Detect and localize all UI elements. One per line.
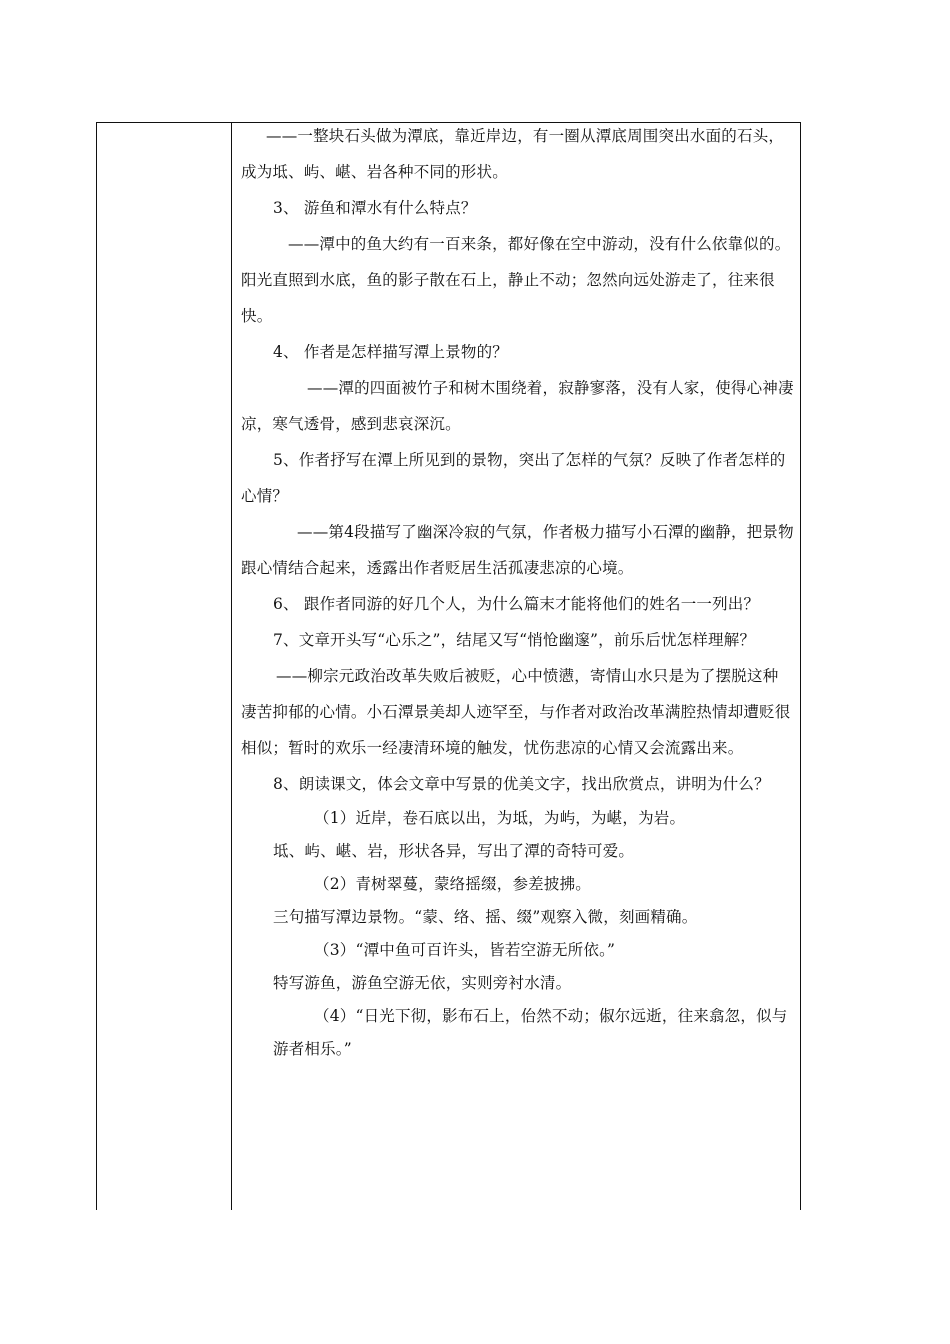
table-right-border	[800, 122, 801, 1210]
lesson-content-cell	[241, 118, 794, 1066]
quote-3: （3）“潭中鱼可百许头，皆若空游无所依。”	[314, 941, 616, 959]
paragraph-1: ——一整块石头做为潭底，靠近岸边，有一圈从潭底周围突出水面的石头，成为坻、屿、嵁、岩各种不同的形状。	[241, 127, 785, 181]
comment-2: 三句描写潭边景物。“蒙、络、摇、缀”观察入微，刻画精确。	[273, 908, 698, 926]
question-3: 3、 游鱼和潭水有什么特点？	[273, 199, 477, 217]
question-6: 6、 跟作者同游的好几个人，为什么篇末才能将他们的姓名一一列出？	[273, 595, 760, 613]
answer-4: ——潭的四面被竹子和树木围绕着，寂静寥落，没有人家，使得心神凄凉，寒气透骨，感到悲哀深沉。	[241, 379, 794, 433]
comment-1: 坻、屿、嵁、岩，形状各异，写出了潭的奇特可爱。	[273, 842, 635, 860]
answer-7: ——柳宗元政治改革失败后被贬，心中愤懑，寄情山水只是为了摆脱这种凄苦抑郁的心情。小石潭景美却人迹罕至，与作者对政治改革满腔热情却遭贬很相似；暂时的欢乐一经凄清环境的触发，忧伤悲凉的心情又会流露出来。	[241, 667, 791, 757]
question-8: 8、朗读课文，体会文章中写景的优美文字，找出欣赏点，讲明为什么？	[273, 775, 770, 793]
quote-2: （2）青树翠蔓，蒙络摇缀，参差披拂。	[314, 875, 591, 893]
quote-4: （4）“日光下彻，影布石上，佁然不动；俶尔远逝，往来翕忽，似与游者相乐。”	[273, 1007, 788, 1058]
question-4: 4、 作者是怎样描写潭上景物的？	[273, 343, 508, 361]
table-column-divider	[231, 122, 232, 1210]
comment-3: 特写游鱼，游鱼空游无依，实则旁衬水清。	[273, 974, 572, 992]
answer-5: ——第4段描写了幽深冷寂的气氛，作者极力描写小石潭的幽静，把景物跟心情结合起来，透露出作者贬居生活孤凄悲凉的心境。	[241, 523, 794, 577]
table-left-border	[96, 122, 97, 1210]
question-5: 5、作者抒写在潭上所见到的景物，突出了怎样的气氛？反映了作者怎样的心情？	[241, 451, 786, 505]
answer-3: ——潭中的鱼大约有一百来条，都好像在空中游动，没有什么依靠似的。阳光直照到水底，鱼的影子散在石上，静止不动；忽然向远处游走了，往来很快。	[241, 235, 791, 325]
quote-1: （1）近岸，卷石底以出，为坻，为屿，为嵁，为岩。	[314, 809, 686, 827]
question-7: 7、文章开头写“心乐之”，结尾又写“悄怆幽邃”，前乐后忧怎样理解？	[273, 631, 756, 649]
